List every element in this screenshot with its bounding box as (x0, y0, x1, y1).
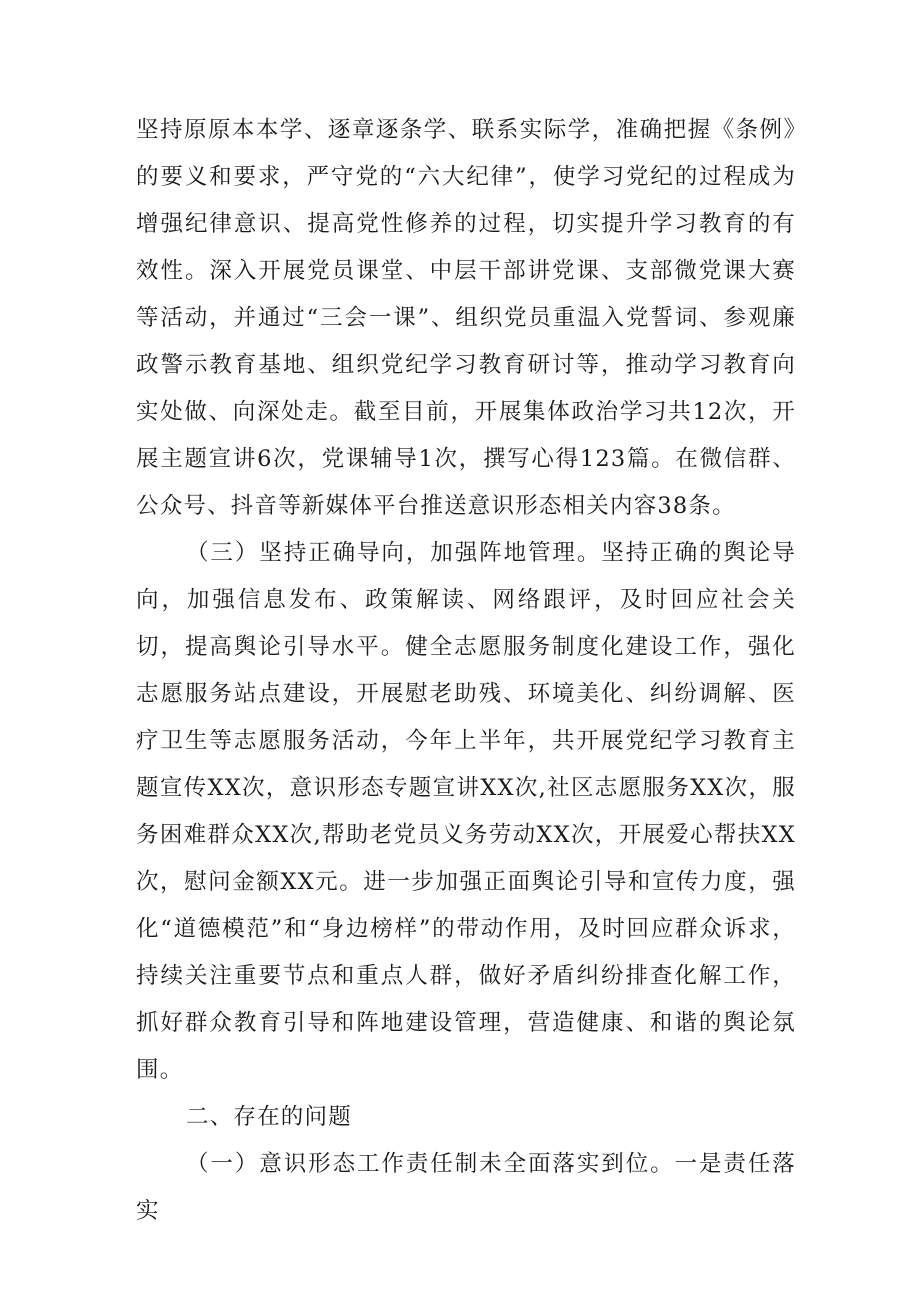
paragraph-responsibility: （一）意识形态工作责任制未全面落实到位。一是责任落实 (136, 1151, 796, 1224)
paragraph-study-education: 坚持原原本本学、逐章逐条学、联系实际学，准确把握《条例》的要义和要求，严守党的“六大纪律”，使学习党纪的过程成为增强纪律意识、提高党性修养的过程，切实提升学习教育的有效性。深入开展党员课堂、中层干部讲党课、支部微党课大赛等活动，并通过“三会一课”、组织党员重温入党誓词、参观廉政警示教育基地、组织党纪学习教育研讨等，推动学习教育向实处做、向深处走。截至目前，开展集体政治学习共12次，开展主题宣讲6次，党课辅导1次，撰写心得123篇。在微信群、公众号、抖音等新媒体平台推送意识形态相关内容38条。 (136, 117, 796, 519)
document-body (136, 107, 796, 1235)
paragraph-position-management: （三）坚持正确导向，加强阵地管理。坚持正确的舆论导向，加强信息发布、政策解读、网络跟评，及时回应社会关切，提高舆论引导水平。健全志愿服务制度化建设工作，强化志愿服务站点建设，开展慰老助残、环境美化、纠纷调解、医疗卫生等志愿服务活动，今年上半年，共开展党纪学习教育主题宣传XX次，意识形态专题宣讲XX次,社区志愿服务XX次，服务困难群众XX次,帮助老党员义务劳动XX次，开展爱心帮扶XX次，慰问金额XX元。进一步加强正面舆论引导和宣传力度，强化“道德模范”和“身边榜样”的带动作用，及时回应群众诉求，持续关注重要节点和重点人群，做好矛盾纠纷排查化解工作，抓好群众教育引导和阵地建设管理，营造健康、和谐的舆论氛围。 (136, 540, 796, 1083)
section-heading-problems: 二、存在的问题 (186, 1104, 352, 1130)
